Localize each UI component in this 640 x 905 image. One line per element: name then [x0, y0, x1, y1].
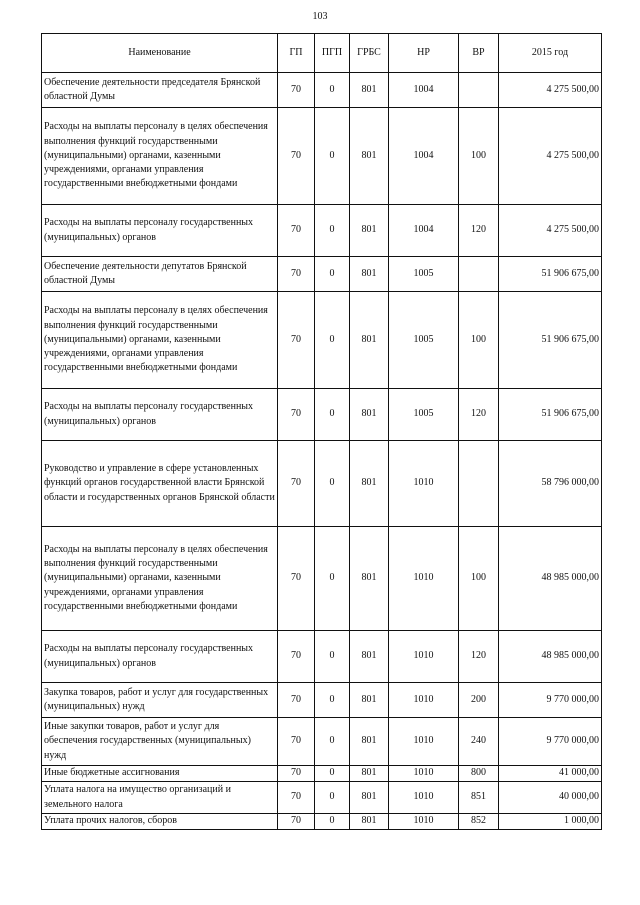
table-row — [42, 814, 602, 830]
row-nr: 1004 — [389, 73, 459, 108]
row-nr: 1010 — [389, 718, 459, 766]
row-pgp: 0 — [315, 631, 350, 683]
row-grbs: 801 — [350, 108, 389, 205]
row-nr: 1010 — [389, 766, 459, 782]
header-row — [42, 34, 602, 73]
table-row — [42, 782, 602, 814]
row-name: Иные закупки товаров, работ и услуг для обеспечения государственных (муниципальных) нужд — [42, 718, 278, 766]
header-gp: ГП — [278, 34, 315, 73]
header-name: Наименование — [42, 34, 278, 73]
table-row — [42, 257, 602, 292]
row-vr: 120 — [459, 389, 499, 441]
row-grbs: 801 — [350, 527, 389, 631]
row-grbs: 801 — [350, 683, 389, 718]
row-name: Расходы на выплаты персоналу государственных (муниципальных) органов — [42, 631, 278, 683]
row-amount: 58 796 000,00 — [499, 441, 602, 527]
row-amount: 1 000,00 — [499, 814, 602, 830]
row-pgp: 0 — [315, 257, 350, 292]
row-name: Расходы на выплаты персоналу в целях обеспечения выполнения функций государственными (муниципальными) органами, казенными учреждениями, органами управления государственными внебюджетными фондами — [42, 527, 278, 631]
row-amount: 41 000,00 — [499, 766, 602, 782]
row-name: Расходы на выплаты персоналу в целях обеспечения выполнения функций государственными (муниципальными) органами, казенными учреждениями, органами управления государственными внебюджетными фондами — [42, 108, 278, 205]
row-name: Обеспечение деятельности председателя Брянской областной Думы — [42, 73, 278, 108]
row-grbs: 801 — [350, 718, 389, 766]
row-name: Уплата налога на имущество организаций и земельного налога — [42, 782, 278, 814]
row-amount: 51 906 675,00 — [499, 389, 602, 441]
row-amount: 4 275 500,00 — [499, 205, 602, 257]
row-pgp: 0 — [315, 527, 350, 631]
row-vr: 120 — [459, 205, 499, 257]
table-row — [42, 441, 602, 527]
row-name: Расходы на выплаты персоналу государственных (муниципальных) органов — [42, 389, 278, 441]
row-grbs: 801 — [350, 814, 389, 830]
row-vr — [459, 441, 499, 527]
row-grbs: 801 — [350, 766, 389, 782]
row-vr — [459, 257, 499, 292]
row-vr: 851 — [459, 782, 499, 814]
table-row — [42, 108, 602, 205]
row-pgp: 0 — [315, 718, 350, 766]
header-pgp: ПГП — [315, 34, 350, 73]
row-name: Закупка товаров, работ и услуг для государственных (муниципальных) нужд — [42, 683, 278, 718]
header-year: 2015 год — [499, 34, 602, 73]
row-nr: 1010 — [389, 683, 459, 718]
row-pgp: 0 — [315, 108, 350, 205]
row-grbs: 801 — [350, 205, 389, 257]
row-gp: 70 — [278, 292, 315, 389]
row-grbs: 801 — [350, 631, 389, 683]
header-grbs: ГРБС — [350, 34, 389, 73]
row-pgp: 0 — [315, 814, 350, 830]
row-name: Расходы на выплаты персоналу государственных (муниципальных) органов — [42, 205, 278, 257]
row-pgp: 0 — [315, 683, 350, 718]
row-pgp: 0 — [315, 441, 350, 527]
table-row — [42, 683, 602, 718]
table-row — [42, 718, 602, 766]
row-nr: 1010 — [389, 527, 459, 631]
header-nr: НР — [389, 34, 459, 73]
row-grbs: 801 — [350, 389, 389, 441]
row-amount: 48 985 000,00 — [499, 527, 602, 631]
row-pgp: 0 — [315, 292, 350, 389]
row-name: Уплата прочих налогов, сборов — [42, 814, 278, 830]
row-vr: 100 — [459, 108, 499, 205]
row-amount: 4 275 500,00 — [499, 73, 602, 108]
row-name: Обеспечение деятельности депутатов Брянской областной Думы — [42, 257, 278, 292]
row-gp: 70 — [278, 766, 315, 782]
row-gp: 70 — [278, 389, 315, 441]
table-row — [42, 389, 602, 441]
row-gp: 70 — [278, 814, 315, 830]
row-gp: 70 — [278, 108, 315, 205]
row-vr: 852 — [459, 814, 499, 830]
row-amount: 40 000,00 — [499, 782, 602, 814]
row-nr: 1005 — [389, 257, 459, 292]
row-nr: 1010 — [389, 441, 459, 527]
row-amount: 48 985 000,00 — [499, 631, 602, 683]
row-grbs: 801 — [350, 292, 389, 389]
row-grbs: 801 — [350, 73, 389, 108]
row-nr: 1010 — [389, 631, 459, 683]
table-row — [42, 292, 602, 389]
row-gp: 70 — [278, 683, 315, 718]
row-vr: 100 — [459, 527, 499, 631]
row-amount: 51 906 675,00 — [499, 257, 602, 292]
budget-table — [41, 33, 602, 830]
table-row — [42, 631, 602, 683]
row-gp: 70 — [278, 441, 315, 527]
row-amount: 9 770 000,00 — [499, 718, 602, 766]
row-pgp: 0 — [315, 73, 350, 108]
row-gp: 70 — [278, 205, 315, 257]
row-vr: 240 — [459, 718, 499, 766]
row-gp: 70 — [278, 527, 315, 631]
row-vr — [459, 73, 499, 108]
table-row — [42, 527, 602, 631]
row-nr: 1005 — [389, 389, 459, 441]
table-row — [42, 205, 602, 257]
row-vr: 100 — [459, 292, 499, 389]
row-grbs: 801 — [350, 441, 389, 527]
row-vr: 120 — [459, 631, 499, 683]
row-pgp: 0 — [315, 205, 350, 257]
table-row — [42, 73, 602, 108]
row-gp: 70 — [278, 257, 315, 292]
row-nr: 1005 — [389, 292, 459, 389]
row-gp: 70 — [278, 782, 315, 814]
header-vr: ВР — [459, 34, 499, 73]
row-pgp: 0 — [315, 782, 350, 814]
row-grbs: 801 — [350, 257, 389, 292]
row-pgp: 0 — [315, 766, 350, 782]
row-gp: 70 — [278, 631, 315, 683]
page-number: 103 — [312, 11, 328, 22]
table-row — [42, 766, 602, 782]
row-nr: 1004 — [389, 108, 459, 205]
row-gp: 70 — [278, 73, 315, 108]
row-nr: 1004 — [389, 205, 459, 257]
row-amount: 51 906 675,00 — [499, 292, 602, 389]
row-name: Руководство и управление в сфере установленных функций органов государственной власти Брянской области и государственных органов Брянской области — [42, 441, 278, 527]
row-vr: 800 — [459, 766, 499, 782]
row-name: Расходы на выплаты персоналу в целях обеспечения выполнения функций государственными (муниципальными) органами, казенными учреждениями, органами управления государственными внебюджетными фондами — [42, 292, 278, 389]
row-vr: 200 — [459, 683, 499, 718]
row-pgp: 0 — [315, 389, 350, 441]
row-grbs: 801 — [350, 782, 389, 814]
row-nr: 1010 — [389, 782, 459, 814]
row-gp: 70 — [278, 718, 315, 766]
row-name: Иные бюджетные ассигнования — [42, 766, 278, 782]
row-amount: 9 770 000,00 — [499, 683, 602, 718]
row-amount: 4 275 500,00 — [499, 108, 602, 205]
row-nr: 1010 — [389, 814, 459, 830]
